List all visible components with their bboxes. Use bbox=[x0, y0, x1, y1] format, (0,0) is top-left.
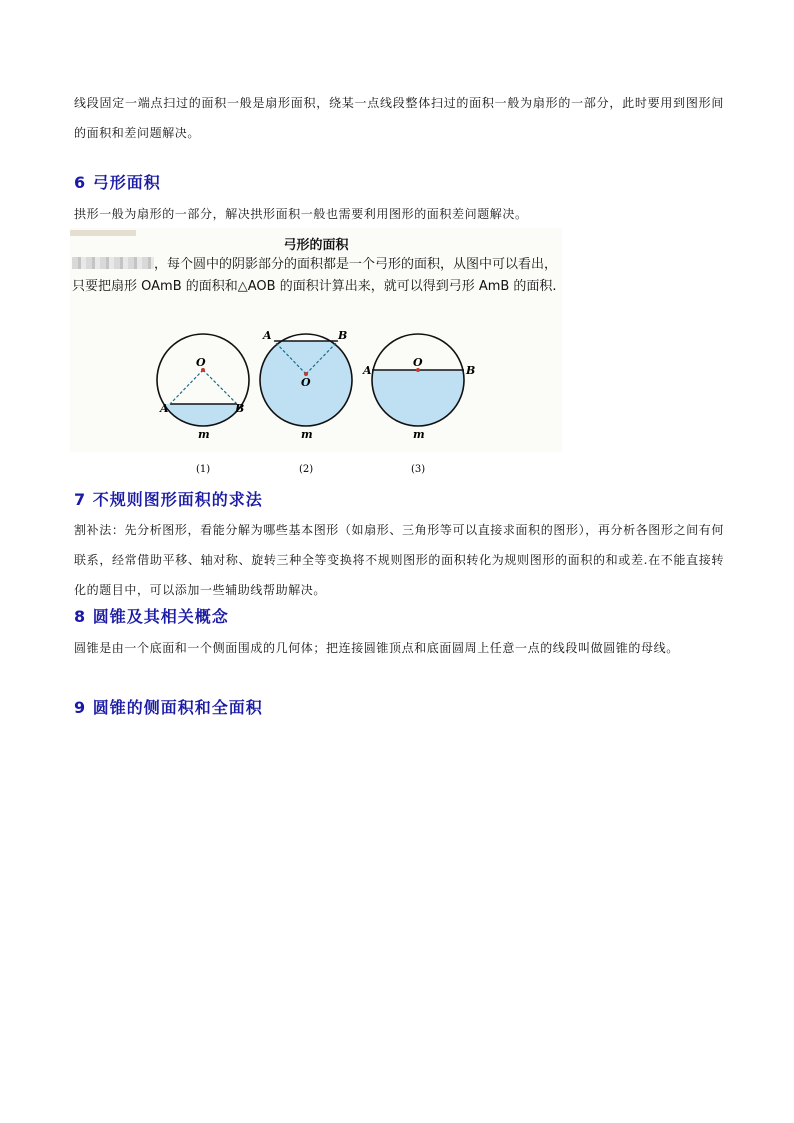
intro-paragraph: 线段固定一端点扫过的面积一般是扇形面积，绕某一点线段整体扫过的面积一般为扇形的一部分，此时要用到图形间的面积和差问题解决。 bbox=[74, 96, 724, 140]
diagram-1 bbox=[150, 334, 260, 441]
section-6-text: 拱形一般为扇形的一部分，解决拱形面积一般也需要利用图形的面积差问题解决。 bbox=[74, 207, 528, 221]
diagram-3 bbox=[362, 334, 475, 441]
diagram-2 bbox=[256, 324, 356, 441]
section-9-heading: 9 圆锥的侧面积和全面积 bbox=[74, 698, 263, 717]
figure-title: 弓形的面积 bbox=[283, 238, 349, 253]
label-a-1: A bbox=[160, 402, 169, 415]
label-a-2: A bbox=[263, 329, 272, 342]
segment-area-figure bbox=[70, 228, 562, 475]
caption-1: (1) bbox=[196, 464, 211, 475]
label-a-3: A bbox=[363, 364, 372, 377]
label-m-1: m bbox=[198, 428, 210, 441]
label-o-1: O bbox=[196, 356, 206, 369]
section-6-heading: 6 弓形面积 bbox=[74, 173, 161, 192]
radius-1b bbox=[203, 370, 237, 404]
label-o-2: O bbox=[301, 376, 311, 389]
label-m-3: m bbox=[413, 428, 425, 441]
circle-diagrams bbox=[70, 324, 562, 484]
caption-3: (3) bbox=[411, 464, 426, 475]
label-o-3: O bbox=[413, 356, 423, 369]
caption-2: (2) bbox=[299, 464, 314, 475]
section-7-heading: 7 不规则图形面积的求法 bbox=[74, 490, 263, 509]
label-b-3: B bbox=[466, 364, 476, 377]
redacted-text bbox=[72, 257, 154, 269]
label-b-1: B bbox=[235, 402, 245, 415]
section-7-text: 割补法：先分析图形，看能分解为哪些基本图形（如扇形、三角形等可以直接求面积的图形），再分析各图形之间有何联系，经常借助平移、轴对称、旋转三种全等变换将不规则图形的面积转化为规则图形的面积的和或差.在不能直接转化的题目中，可以添加一些辅助线帮助解决。 bbox=[74, 523, 724, 597]
radius-1a bbox=[170, 370, 203, 404]
section-8-heading: 8 圆锥及其相关概念 bbox=[74, 607, 229, 626]
semicircle-shade-3 bbox=[370, 370, 470, 430]
label-m-2: m bbox=[301, 428, 313, 441]
figure-text bbox=[72, 254, 560, 298]
section-8-text: 圆锥是由一个底面和一个侧面围成的几何体；把连接圆锥顶点和底面圆周上任意一点的线段叫做圆锥的母线。 bbox=[74, 641, 679, 655]
figure-text-content: ，每个圆中的阴影部分的面积都是一个弓形的面积，从图中可以看出，只要把扇形 OAmB 的面积和△AOB 的面积计算出来，就可以得到弓形 AmB 的面积. bbox=[72, 257, 558, 294]
label-b-2: B bbox=[338, 329, 348, 342]
